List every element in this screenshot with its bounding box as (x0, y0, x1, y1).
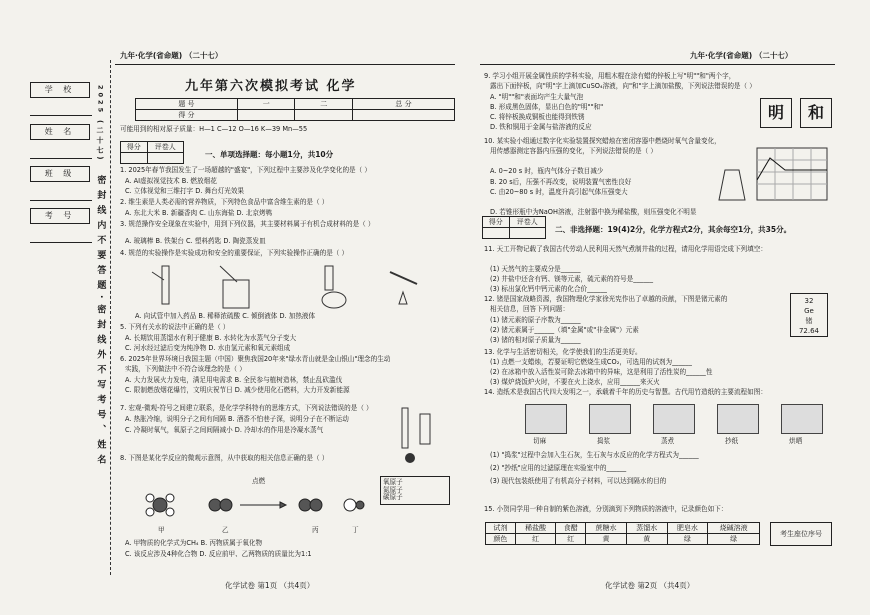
header-rule (480, 64, 835, 65)
q-line: 11. 天工开物记载了我国古代劳动人民利用天然气煮制井盐的过程，请用化学用语完成下列填空： (484, 245, 767, 253)
score-table (135, 98, 455, 121)
papermaking-process (525, 404, 825, 436)
q-line: (1) 锗元素的原子序数为______ (490, 316, 581, 324)
q-line: C. 将锌板换成铜板也能得到铁锈 (490, 113, 585, 121)
q-line: 10. 某实验小组通过数字化实验装置探究蜡烛在密闭容器中燃烧时氧气含量变化， (484, 137, 721, 145)
class-line (30, 200, 92, 201)
q-line: 14. 造纸术是我国古代四大发明之一，承载着千年的历史与智慧。古代用竹造纸的主要流程如图： (484, 388, 767, 396)
process-label: 烘晒 (789, 437, 803, 445)
reaction-label: 乙 (222, 526, 229, 534)
side-label-class: 班 级 (30, 166, 90, 182)
grader-cell (121, 153, 148, 164)
q-line: 7. 宏观-微观-符号之间建立联系，是化学学科特有的思维方式，下列说法错误的是（ ） (120, 404, 373, 412)
year-vertical: 2025 (96, 85, 105, 116)
seal-line-text: 密封线内不要答题·密封线外不写考号、姓名 (95, 175, 106, 470)
ge-symbol: Ge (804, 307, 814, 315)
atom-legend (380, 476, 450, 505)
number-line (30, 242, 92, 243)
q-line: (3) 现代包装纸使用了有机高分子材料，可以达到隔水的目的 (490, 477, 667, 485)
side-label-school: 学 校 (30, 82, 90, 98)
indicator-th: 稀盐酸 (515, 523, 556, 534)
ming-character: 明 (760, 98, 792, 128)
indicator-table (485, 522, 760, 545)
q-line: 5. 下列有关水的说法中正确的是（ ） (120, 323, 230, 331)
q-line: (3) 锗的相对原子质量为______ (490, 336, 581, 344)
process-step-image (525, 404, 567, 434)
score-th: 题 号 (136, 99, 238, 110)
reaction-label: 丙 (312, 526, 319, 534)
q-line: C. 冷凝时氧气，氧原子之间间隔减小 D. 冷却水的作用是冷凝水蒸气 (125, 426, 324, 434)
grader-label: 得分 (483, 217, 510, 228)
q-line: A. AI虚拟视觉技术 B. 燃放烟花 (125, 177, 217, 185)
indicator-cell: 绿 (667, 534, 708, 545)
indicator-th: 肥皂水 (667, 523, 708, 534)
he-character: 和 (800, 98, 832, 128)
q-line: 8. 下图是某化学反应的微观示意图，从中获取的相关信息正确的是（ ） (120, 454, 329, 462)
score-th: 二 (295, 99, 353, 110)
section-two-heading: 二、非选择题：19(4)2分，化学方程式2分，其余每空1分，共35分。 (555, 225, 792, 234)
ge-name: 锗 (805, 317, 813, 325)
q-line: 露出下面锌板，向"明"字上滴加CuSO₄溶液，向"和"字上滴加盐酸，下列说法错误的是（ ） (490, 82, 756, 90)
q-line: (1) "捣浆"过程中会加入生石灰，生石灰与水反应的化学方程式为______ (490, 451, 699, 459)
q-line: (2) 锗元素属于______（填"金属"或"非金属"）元素 (490, 326, 639, 334)
q-line: C. 由20~80 s 时，温度升高引起气体压强变大 (490, 188, 628, 196)
q-line: B. 20 s后，压强不再改变，说明装置气密性良好 (490, 178, 632, 186)
reaction-label: 丁 (352, 526, 359, 534)
q-line: 2. 维生素是人类必需的营养物质，下列特色食品中富含维生素的是（ ） (120, 198, 329, 206)
left-footer: 化学试卷 第1页 （共4页） (225, 581, 315, 590)
grader-cell (147, 153, 183, 164)
grader-cell (483, 228, 510, 239)
grader-cell (509, 228, 545, 239)
grader-label: 得分 (121, 142, 148, 153)
q-line: 13. 化学与生活密切相关，化学使我们的生活更美好。 (484, 348, 642, 356)
q-line: (1) 点燃一支蜡烛，若要证明它燃烧生成CO₂，可选用的试剂为______ (490, 358, 692, 366)
q-line: 3. 规范操作安全现象在实验中，用到下列仪器，其主要材料属于有机合成材料的是（ ） (120, 220, 375, 228)
score-cell (237, 110, 295, 121)
seal-dashed-line (110, 60, 111, 575)
score-cell (353, 110, 455, 121)
apparatus-icon (392, 402, 442, 470)
q-line: D. 若锥形瓶中为NaOH溶液，注射器中换为稀盐酸，则压强变化不明显 (490, 208, 697, 216)
q-line: (3) 标出氯化钙中钙元素的化合价______ (490, 285, 607, 293)
side-label-name: 姓 名 (30, 124, 90, 140)
q-line: A. 大力发展火力发电，满足用电需求 B. 全民参与植树造林，禁止乱砍滥伐 (125, 376, 343, 384)
left-header: 九年·化学(省命题) （二十七） (120, 51, 223, 60)
q-line: A. 长期饮用蒸馏水有利于健康 B. 水转化为水蒸气分子变大 (125, 334, 297, 342)
q-line: (1) 天然气的主要成分是______ (490, 265, 581, 273)
q-line: A. 玻璃棒 B. 铁架台 C. 塑料药匙 D. 陶瓷蒸发皿 (125, 237, 266, 245)
legend-item: 氮原子 (383, 485, 403, 494)
process-step-image (589, 404, 631, 434)
indicator-cell: 红 (556, 534, 586, 545)
indicator-cell: 黄 (626, 534, 667, 545)
q-line: 用传感器测定容器内压强的变化，下列说法错误的是（ ） (490, 147, 657, 155)
score-th: 一 (237, 99, 295, 110)
score-cell (295, 110, 353, 121)
q-line: 6. 2025年世界环境日我国主题（中国）聚焦我国20年来"绿水青山就是金山银山"理念的生动 (120, 355, 391, 363)
q-line: A. 热胀冷缩，说明分子之间有间隔 B. 酒香不怕巷子深，说明分子在不断运动 (125, 415, 349, 423)
q-line: (2) "抄纸"应用的过滤原理在实验室中的______ (490, 464, 627, 472)
indicator-th: 蔗糖水 (586, 523, 627, 534)
q-line: 9. 学习小组开展金属性质的学科实验，用粗木棍在涂有蜡的锌板上写"明""和"两个字， (484, 72, 736, 80)
q-line: A. 0~20 s 时，瓶内气体分子数目减少 (490, 167, 604, 175)
q-line: A. 向试管中加入药品 B. 稀释浓硫酸 C. 倾倒液体 D. 加热液体 (135, 312, 316, 320)
grader-label: 评卷人 (147, 142, 183, 153)
reaction-label: 甲 (158, 526, 165, 534)
legend-item: 氧原子 (383, 478, 403, 486)
process-label: 蒸煮 (661, 437, 675, 445)
school-line (30, 115, 92, 116)
grader-label: 评卷人 (509, 217, 545, 228)
process-label: 切麻 (533, 437, 547, 445)
grader-box-right (482, 216, 546, 239)
test-tube-icon (150, 262, 180, 310)
ge-mass: 72.64 (798, 327, 820, 335)
edition-vertical: (二十七) (96, 120, 105, 163)
process-step-image (717, 404, 759, 434)
q-line: (3) 煤炉烧饭炉火时，不要在火上浇水，应用______来灭火 (490, 378, 660, 386)
ge-number: 32 (804, 297, 814, 305)
score-th: 得 分 (136, 110, 238, 121)
q-line: (2) 在冰箱中放入活性炭可除去冰箱中的异味，这是利用了活性炭的______性 (490, 368, 713, 376)
germanium-card (790, 293, 828, 337)
q-line: A. 东北大米 B. 新疆香肉 C. 山东海盐 D. 北京烤鸭 (125, 209, 273, 217)
atomic-masses: 可能用到的相对原子质量：H—1 C—12 O—16 K—39 Mn—55 (120, 125, 308, 133)
process-label: 捣浆 (597, 437, 611, 445)
indicator-th: 试剂 (486, 523, 516, 534)
header-rule (115, 64, 455, 65)
side-label-number: 考 号 (30, 208, 90, 224)
q-line: 1. 2025年春节我国发生了一场超越的"盛宴"，下列过程中主要涉及化学变化的是（ ） (120, 166, 371, 174)
reaction-diagram (140, 477, 370, 530)
indicator-cell: 黄 (586, 534, 627, 545)
indicator-th: 食醋 (556, 523, 586, 534)
indicator-th: 烧碱溶液 (708, 523, 760, 534)
q-line: 15. 小贺同学用一种自制的紫色溶液，分别滴到下列物质的溶液中，记录颜色如下： (484, 505, 728, 513)
right-header: 九年·化学(省命题) （二十七） (690, 51, 793, 60)
name-line (30, 158, 92, 159)
q-line: 12. 锗是国家战略资源，我国物理化学家徐光宪作出了卓越的贡献，下图是锗元素的 (484, 295, 728, 303)
q-line: C. 该反应涉及4种化合物 D. 反应前甲、乙两物质的质量比为1:1 (125, 550, 312, 558)
page-title: 九年第六次模拟考试 化学 (185, 79, 357, 94)
process-step-image (781, 404, 823, 434)
q-line: B. 形成黑色固体，显出白色的"明""和" (490, 103, 604, 111)
right-footer: 化学试卷 第2页 （共4页） (605, 581, 695, 590)
pour-icon (315, 262, 353, 310)
q-line: C. 立体视觉和三维打字 D. 舞台灯光效果 (125, 187, 245, 195)
q-line: A. 甲物质的化学式为CH₄ B. 丙物质属于氧化物 (125, 539, 263, 547)
q-line: 实践，下列做法中不符合该理念的是（ ） (125, 365, 246, 373)
q-line: C. 限制燃放烟花爆竹，文明庆祝节日 D. 减少使用化石燃料，大力开发新能源 (125, 386, 350, 394)
process-label: 抄纸 (725, 437, 739, 445)
process-step-image (653, 404, 695, 434)
pressure-apparatus (715, 140, 835, 210)
reaction-condition: 点燃 (252, 477, 266, 485)
indicator-cell: 绿 (708, 534, 760, 545)
indicator-cell: 颜色 (486, 534, 516, 545)
grader-box (120, 141, 184, 164)
q-line: 4. 规范的实验操作是实验成功和安全的重要保证，下列实验操作正确的是（ ） (120, 249, 349, 257)
indicator-cell: 红 (515, 534, 556, 545)
q-line: C. 河水经过滤后变为纯净物 D. 水由氢元素和氧元素组成 (125, 344, 291, 352)
section-one-heading: 一、单项选择题：每小题1分，共10分 (205, 150, 334, 159)
heating-icon (385, 262, 425, 310)
exam-seat-box: 考生座位序号 (770, 522, 832, 546)
q-line: 相关信息，回答下列问题： (490, 305, 570, 313)
indicator-th: 蒸馏水 (626, 523, 667, 534)
q-line: (2) 井盐中还含有钙、镁等元素，硫元素的符号是______ (490, 275, 654, 283)
beaker-icon (215, 262, 255, 310)
q-line: A. "明""和"表面均产生大量气泡 (490, 93, 584, 101)
q-line: D. 铁和铜用于金属与盐溶液的反应 (490, 123, 592, 131)
legend-item: 碳原子 (383, 493, 403, 502)
score-th: 总 分 (353, 99, 455, 110)
